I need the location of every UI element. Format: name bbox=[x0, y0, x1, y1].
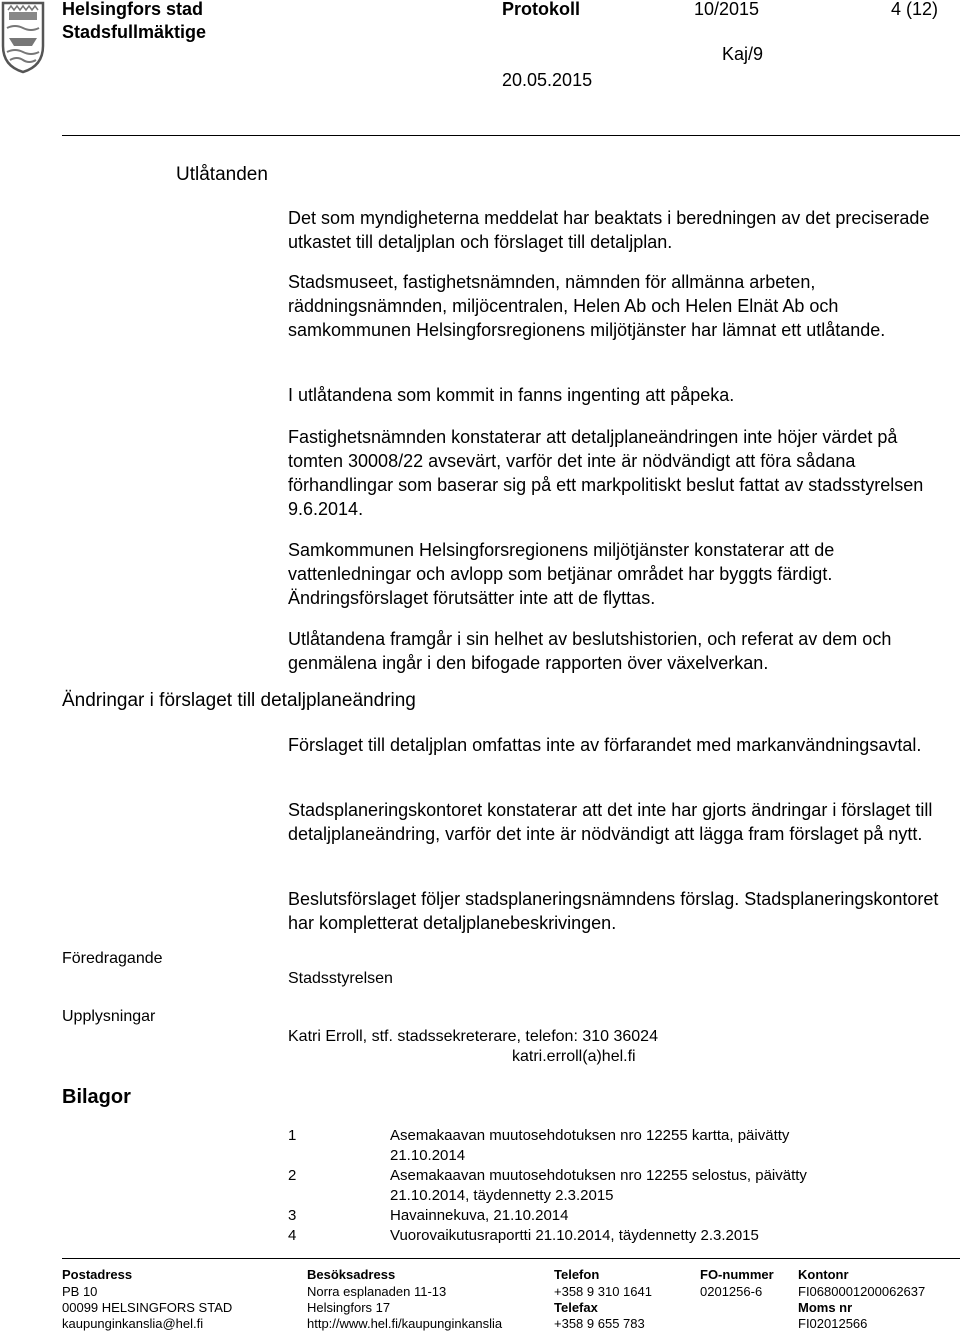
footer-email: kaupunginkanslia@hel.fi bbox=[62, 1316, 204, 1331]
attachment-title: Havainnekuva, 21.10.2014 bbox=[390, 1207, 569, 1224]
meeting-date: 20.05.2015 bbox=[502, 70, 593, 90]
footer-account: FI0680001200062637 bbox=[798, 1284, 926, 1299]
footer-vat-label: Moms nr bbox=[798, 1300, 853, 1315]
footer-visit-city: Helsingfors 17 bbox=[307, 1300, 391, 1315]
case-number: Kaj/9 bbox=[722, 44, 764, 64]
footer-account-label: Kontonr bbox=[798, 1267, 849, 1282]
paragraph: Utlåtandena framgår i sin helhet av beslutshistorien, och referat av dem och genmälena ingår i den bifogade rapporten över växelverkan. bbox=[288, 629, 892, 673]
paragraph: I utlåtandena som kommit in fanns ingenting att påpeka. bbox=[288, 385, 735, 405]
paragraph: Fastighetsnämnden konstaterar att detaljplaneändringen inte höjer värdet på tomten 30008/22 avsevärt, varför det inte är nödvändigt att föra sådana förhandlingar som baserar sig på ett markpolitiskt beslut fattat av stadsstyrelsen 9.6.2014. bbox=[288, 427, 924, 519]
footer-visit-label: Besöksadress bbox=[307, 1267, 396, 1282]
paragraph: Det som myndigheterna meddelat har beaktats i beredningen av det preciserade utkastet till detaljplan och förslaget till detaljplan. bbox=[288, 208, 930, 252]
footer-website: http://www.hel.fi/kaupunginkanslia bbox=[307, 1316, 503, 1331]
attachment-title: Vuorovaikutusraportti 21.10.2014, täydennetty 2.3.2015 bbox=[390, 1227, 759, 1244]
footer-visit-street: Norra esplanaden 11-13 bbox=[307, 1284, 447, 1299]
footer-vat: FI02012566 bbox=[798, 1316, 868, 1331]
footer-divider bbox=[62, 1258, 960, 1259]
footer-fax: +358 9 655 783 bbox=[554, 1316, 645, 1331]
contact-line: Katri Erroll, stf. stadssekreterare, telefon: 310 36024 bbox=[288, 1028, 658, 1045]
page-number: 4 (12) bbox=[891, 0, 939, 19]
footer-postal-label: Postadress bbox=[62, 1267, 133, 1282]
attachments-heading: Bilagor bbox=[62, 1086, 131, 1108]
attachment-number: 2 bbox=[288, 1167, 297, 1184]
paragraph: Stadsplaneringskontoret konstaterar att det inte har gjorts ändringar i förslaget till detaljplaneändring, varför det inte är nödvändigt att lägga fram förslaget på nytt. bbox=[288, 800, 933, 844]
footer-phone: +358 9 310 1641 bbox=[554, 1284, 652, 1299]
attachment-number: 4 bbox=[288, 1227, 297, 1244]
changes-heading: Ändringar i förslaget till detaljplaneändring bbox=[62, 690, 416, 711]
info-label: Upplysningar bbox=[62, 1008, 156, 1025]
footer-fax-label: Telefax bbox=[554, 1300, 598, 1315]
paragraph: Stadsmuseet, fastighetsnämnden, nämnden för allmänna arbeten, räddningsnämnden, miljöcentralen, Helen Ab och Helen Elnät Ab och samkommunen Helsingforsregionens miljötjänster har lämnat ett utlåtande. bbox=[288, 272, 886, 340]
footer-phone-label: Telefon bbox=[554, 1267, 600, 1282]
doc-number: 10/2015 bbox=[694, 0, 760, 19]
org-name: Helsingfors stad bbox=[62, 0, 204, 19]
attachment-date: 21.10.2014, täydennetty 2.3.2015 bbox=[390, 1187, 614, 1204]
contact-email: katri.erroll(a)hel.fi bbox=[512, 1048, 636, 1065]
footer-postal-box: PB 10 bbox=[62, 1284, 98, 1299]
paragraph: Beslutsförslaget följer stadsplaneringsnämndens förslag. Stadsplaneringskontoret har kompletterat detaljplanebeskrivingen. bbox=[288, 889, 939, 933]
footer-fo-number: 0201256-6 bbox=[700, 1284, 763, 1299]
helsinki-coat-of-arms bbox=[0, 0, 46, 74]
footer-fo-label: FO-nummer bbox=[700, 1267, 774, 1282]
attachment-title: Asemakaavan muutosehdotuksen nro 12255 selostus, päivätty bbox=[390, 1167, 807, 1184]
attachment-title: Asemakaavan muutosehdotuksen nro 12255 kartta, päivätty bbox=[390, 1127, 790, 1144]
body-name: Stadsfullmäktige bbox=[62, 22, 207, 42]
presenter-name: Stadsstyrelsen bbox=[288, 970, 393, 987]
paragraph: Förslaget till detaljplan omfattas inte av förfarandet med markanvändningsavtal. bbox=[288, 735, 922, 755]
header-divider bbox=[62, 135, 960, 136]
footer-postal-city: 00099 HELSINGFORS STAD bbox=[62, 1300, 233, 1315]
attachment-number: 3 bbox=[288, 1207, 297, 1224]
attachment-number: 1 bbox=[288, 1127, 297, 1144]
statements-heading: Utlåtanden bbox=[176, 164, 268, 185]
attachment-date: 21.10.2014 bbox=[390, 1147, 466, 1164]
doc-type: Protokoll bbox=[502, 0, 581, 19]
presenter-label: Föredragande bbox=[62, 950, 163, 967]
paragraph: Samkommunen Helsingforsregionens miljötjänster konstaterar att de vattenledningar och avlopp som betjänar området har byggts färdigt. Ändringsförslaget förutsätter inte att de flyttas. bbox=[288, 540, 835, 608]
